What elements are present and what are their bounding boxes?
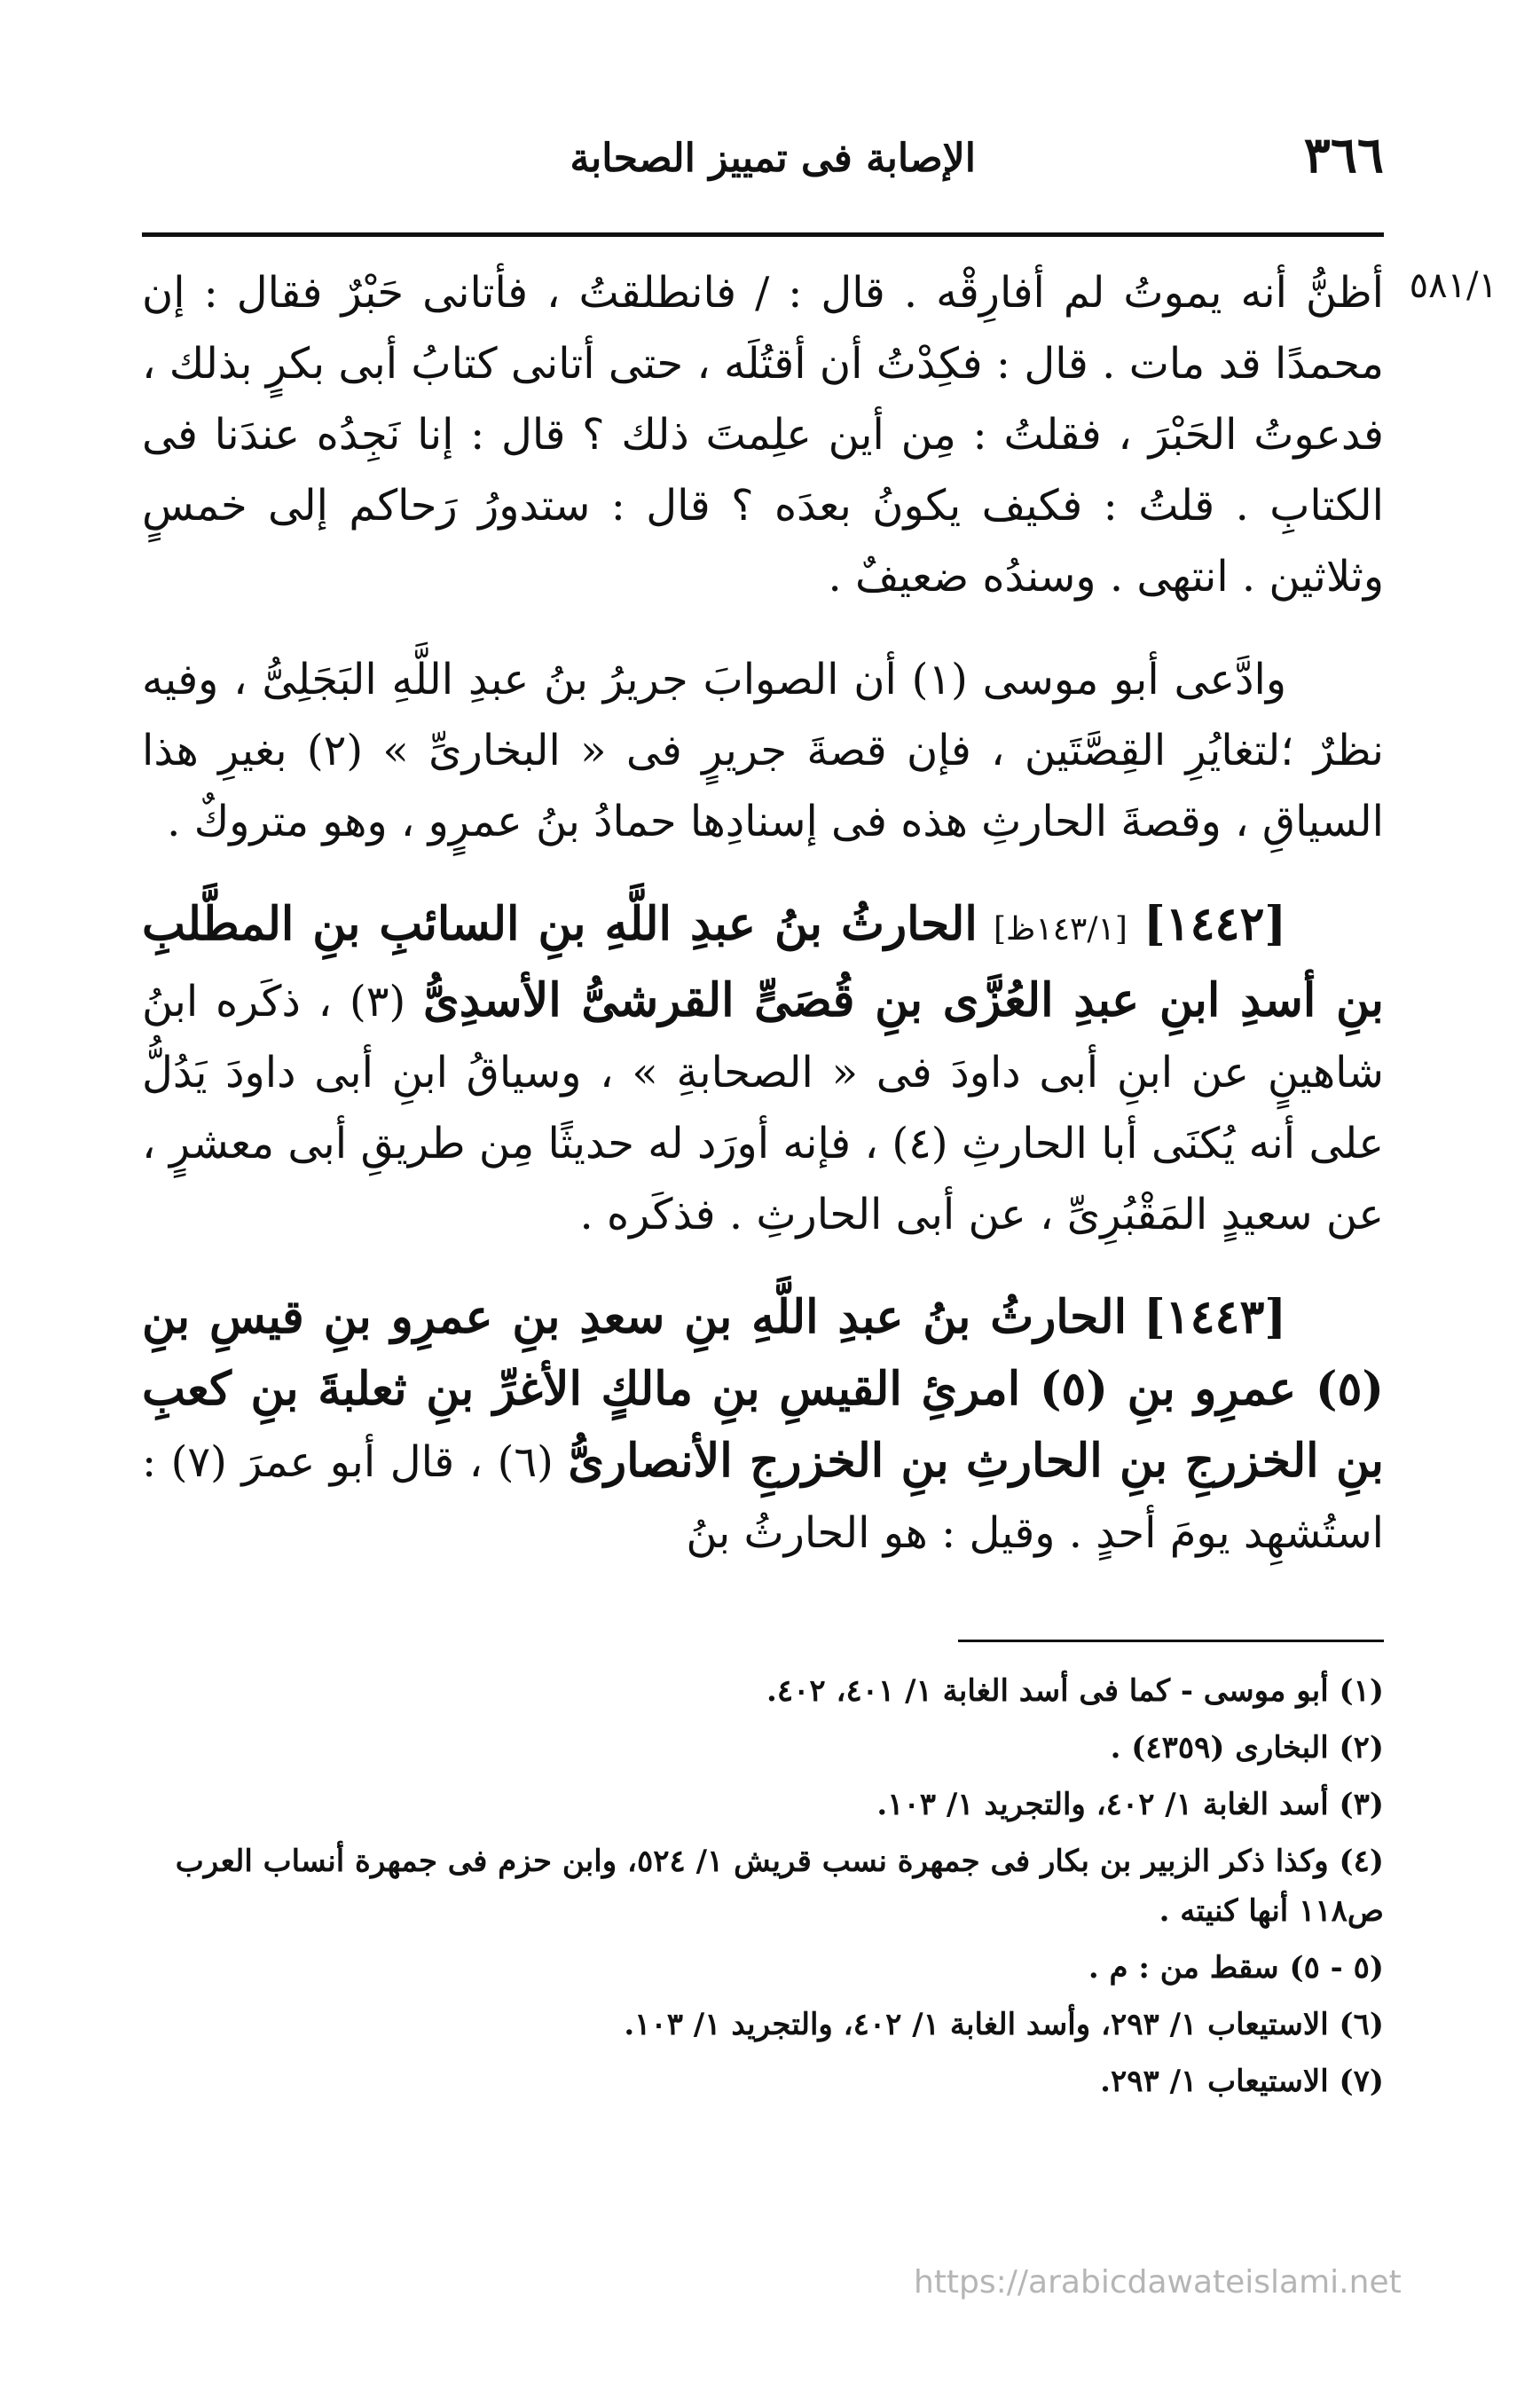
running-title: الإصابة فى تمييز الصحابة [570,136,976,181]
footnote-rule [958,1640,1384,1642]
entry-1442-manuscript-ref: [١٤٣/١ظ] [994,911,1128,948]
paragraph-2: وادَّعى أبو موسى (١) أن الصوابَ جريرُ بنُ عبدِ اللَّهِ البَجَلِىُّ ، وفيه نظرٌ ؛لتغايُرِ القِصَّتَين ، فإن قصةَ جريرٍ فى « البخارىِّ » (٢) بغيرِ هذا السياقِ ، وقصةَ الحارثِ هذه فى إسنادِها حمادُ بنُ عمرٍو ، وهو متروكٌ . [142,655,1384,846]
entry-1443 [142,1282,1384,1569]
paragraph-1: أظنُّ أنه يموتُ لم أفارِقْه . قال : / فانطلقتُ ، فأتانى حَبْرٌ فقال : إن محمدًا قد مات . قال : فكِدْتُ أن أقتُلَه ، حتى أتانى كتابُ أبى بكرٍ بذلك ، فدعوتُ الحَبْرَ ، فقلتُ : مِن أين علِمتَ ذلك ؟ قال : إنا نَجِدُه عندَنا فى الكتابِ . قلتُ : فكيف يكونُ بعدَه ؟ قال : ستدورُ رَحاكم إلى خمسٍ وثلاثين . انتهى . وسندُه ضعيفٌ . [142,268,1384,602]
entry-1443-name: الحارثُ بنُ عبدِ اللَّهِ بنِ سعدِ بنِ عمرِو بنِ قيسِ بنِ (٥) عمرِو بنِ (٥) امرئِ القيسِ بنِ مالكٍ الأغرِّ بنِ ثعلبةَ بنِ كعبِ بنِ الخزرجِ بنِ الحارثِ بنِ الخزرجِ الأنصارىُّ [142,1290,1385,1488]
footnote-6: (٦) الاستيعاب ١/ ٢٩٣، وأسد الغابة ١/ ٤٠٢، والتجريد ١/ ١٠٣. [624,2007,1384,2042]
margin-reference: ٥٨١/١ [1409,265,1497,306]
footnote-7: (٧) الاستيعاب ١/ ٢٩٣. [1100,2064,1384,2099]
footnote-5: (٥ - ٥) سقط من : م . [1088,1950,1384,1986]
footnotes [169,1666,1384,2113]
entry-1442 [142,889,1384,1250]
footnote-4: (٤) وكذا ذكر الزبير بن بكار فى جمهرة نسب قريش ١/ ٥٢٤، وابن حزم فى جمهرة أنساب العرب ص١١٨ أنها كنيته . [175,1844,1384,1929]
footnote-2: (٢) البخارى (٤٣٥٩) . [1110,1730,1384,1766]
header-rule [142,232,1384,237]
page-header [142,124,1384,195]
footnote-3: (٣) أسد الغابة ١/ ٤٠٢، والتجريد ١/ ١٠٣. [876,1787,1384,1822]
entry-1442-text: (٣) ، ذكَره ابنُ شاهينٍ عن ابنِ أبى داودَ فى « الصحابةِ » ، وسياقُ ابنِ أبى داودَ يَدُلُّ على أنه يُكنَى أبا الحارثِ (٤) ، فإنه أورَد له حديثًا مِن طريقِ أبى معشرٍ ، عن سعيدٍ المَقْبُرِىِّ ، عن أبى الحارثِ . فذكَره . [142,977,1385,1239]
entry-1442-name: الحارثُ بنُ عبدِ اللَّهِ بنِ السائبِ بنِ المطَّلبِ بنِ أسدِ ابنِ عبدِ العُزَّى بنِ قُصَىٍّ القرشىُّ الأسدِىُّ [142,897,1384,1027]
page-number: ٣٦٦ [1303,126,1384,185]
entry-1442-number: [١٤٤٢] [1143,897,1287,951]
entry-1443-number: [١٤٤٣] [1143,1290,1286,1344]
footnote-1: (١) أبو موسى - كما فى أسد الغابة ١/ ٤٠١، ٤٠٢. [766,1673,1384,1709]
entry-1443-text: (٦) ، قال أبو عمرَ (٧) : استُشهِد يومَ أحدٍ . وقيل : هو الحارثُ بنُ [142,1437,1384,1558]
watermark-url: https://arabicdawateislami.net [914,2264,1402,2301]
main-text [142,257,1384,1601]
